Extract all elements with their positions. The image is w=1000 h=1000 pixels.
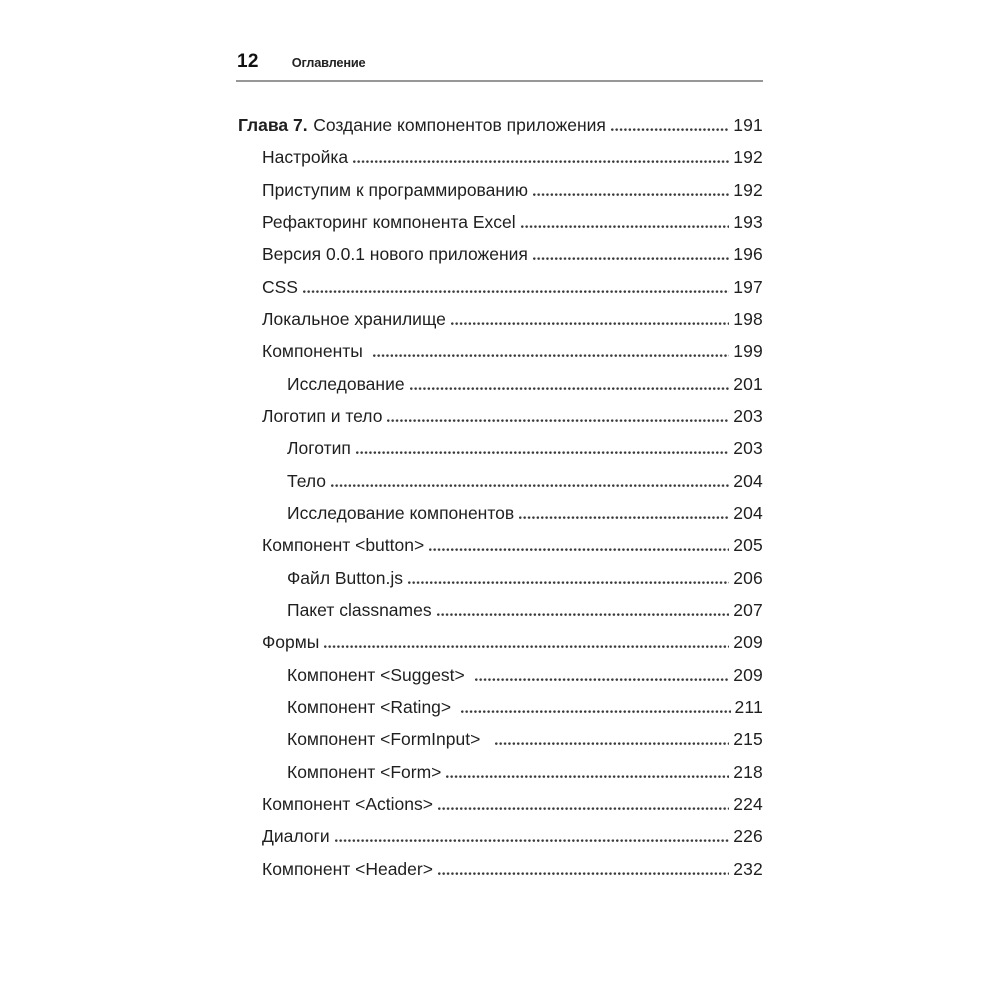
dot-leader (303, 290, 729, 293)
toc-entry (238, 626, 763, 658)
dot-leader (611, 128, 729, 131)
toc-entry (238, 788, 763, 820)
toc-entry-title: Формы (262, 632, 320, 653)
toc-entry-title: Компонент <Header> (262, 858, 433, 879)
toc-entry-title: Диалоги (262, 826, 330, 847)
toc-entry-title: Тело (287, 470, 326, 491)
dot-leader (429, 548, 729, 551)
dot-leader (324, 645, 729, 648)
running-head-title: Оглавление (291, 55, 366, 70)
toc-entry-page: 204 (733, 470, 763, 491)
toc-entry-title: Пакет classnames (287, 599, 432, 620)
folio-page-number: 12 (237, 51, 259, 72)
toc-entry (238, 432, 763, 464)
toc-entry-page: 206 (733, 567, 763, 588)
toc-entry-title: Компонент <button> (262, 535, 425, 556)
toc-entry-page: 204 (733, 502, 763, 523)
toc-entry-page: 193 (733, 211, 763, 232)
dot-leader (446, 775, 729, 778)
dot-leader (410, 387, 730, 390)
toc-entry-page: 199 (733, 341, 763, 362)
dot-leader (373, 354, 730, 357)
dot-leader (438, 872, 729, 875)
dot-leader (521, 225, 730, 228)
toc-entry-title: Настройка (262, 147, 349, 168)
toc-entry-title: Логотип (287, 438, 351, 459)
toc-entry-page: 226 (733, 826, 763, 847)
dot-leader (451, 322, 729, 325)
dot-leader (519, 516, 729, 519)
toc-entry-title: Компонент <Actions> (262, 793, 433, 814)
running-head (237, 51, 365, 73)
toc-entry-title: Компонент <Suggest> (287, 664, 470, 685)
dot-leader (437, 613, 730, 616)
toc-entry (238, 141, 763, 173)
toc-entry-page: 224 (733, 793, 763, 814)
dot-leader (335, 839, 730, 842)
toc-entry (238, 368, 763, 400)
toc-entry-page: 192 (733, 147, 763, 168)
toc-entry-title: Файл Button.js (287, 567, 403, 588)
toc-entry-title: Исследование (287, 373, 405, 394)
toc-entry-page: 205 (733, 535, 763, 556)
dot-leader (475, 678, 730, 681)
dot-leader (533, 193, 729, 196)
toc-entry-page: 196 (733, 244, 763, 265)
toc-chapter-prefix: Глава 7. (238, 115, 308, 135)
toc-entry-title: Компонент <Form> (287, 761, 442, 782)
toc-entry (238, 853, 763, 885)
toc-entry (238, 303, 763, 335)
toc-entry (238, 659, 763, 691)
toc-entry-page: 197 (733, 276, 763, 297)
toc-entry (238, 691, 763, 723)
toc-entry (238, 529, 763, 561)
dot-leader (495, 742, 729, 745)
dot-leader (461, 710, 731, 713)
dot-leader (408, 581, 729, 584)
dot-leader (387, 419, 729, 422)
toc-entry (238, 723, 763, 755)
toc-entry (238, 335, 763, 367)
toc-entry (238, 594, 763, 626)
toc-entry-page: 203 (733, 405, 763, 426)
toc-entry-title: Создание компонентов приложения (313, 115, 606, 135)
toc-entry-page: 192 (733, 179, 763, 200)
toc-entry-title: Приступим к программированию (262, 179, 528, 200)
dot-leader (356, 451, 729, 454)
toc-entry-page: 218 (733, 761, 763, 782)
toc-entry (238, 174, 763, 206)
toc-entry-title: Исследование компонентов (287, 502, 515, 523)
toc-entry-page: 198 (733, 308, 763, 329)
toc-entry-page: 201 (733, 373, 763, 394)
toc-entry (238, 562, 763, 594)
toc-entry (238, 465, 763, 497)
toc-entry-title: Логотип и тело (262, 405, 383, 426)
toc-entry-page: 215 (733, 729, 763, 750)
toc-entry-page: 207 (733, 599, 763, 620)
dot-leader (331, 484, 729, 487)
toc-entry-page: 209 (733, 664, 763, 685)
toc-entry-page: 191 (733, 115, 763, 135)
dot-leader (438, 807, 729, 810)
toc-entry (238, 400, 763, 432)
header-rule (236, 80, 763, 82)
toc-entry-title: Локальное хранилище (262, 308, 446, 329)
toc-entry (238, 206, 763, 238)
toc-entry (238, 756, 763, 788)
toc-entry (238, 271, 763, 303)
toc-entry (238, 238, 763, 270)
toc-entry-title: Рефакторинг компонента Excel (262, 211, 516, 232)
toc-entry-page: 203 (733, 438, 763, 459)
toc-entry-page: 232 (733, 858, 763, 879)
dot-leader (533, 257, 729, 260)
toc-entry-title: CSS (262, 276, 298, 297)
toc-entry-title: Компонент <Rating> (287, 696, 456, 717)
toc-entry-title: Компонент <FormInput> (287, 729, 491, 750)
toc-entry-page: 209 (733, 632, 763, 653)
toc-entry (238, 820, 763, 852)
toc-entry-title: Компоненты (262, 341, 368, 362)
toc-entry-title: Версия 0.0.1 нового приложения (262, 244, 528, 265)
toc-entry (238, 497, 763, 529)
toc-entry-page: 211 (734, 696, 763, 717)
table-of-contents (238, 109, 763, 885)
dot-leader (353, 160, 729, 163)
toc-entry (238, 109, 763, 141)
